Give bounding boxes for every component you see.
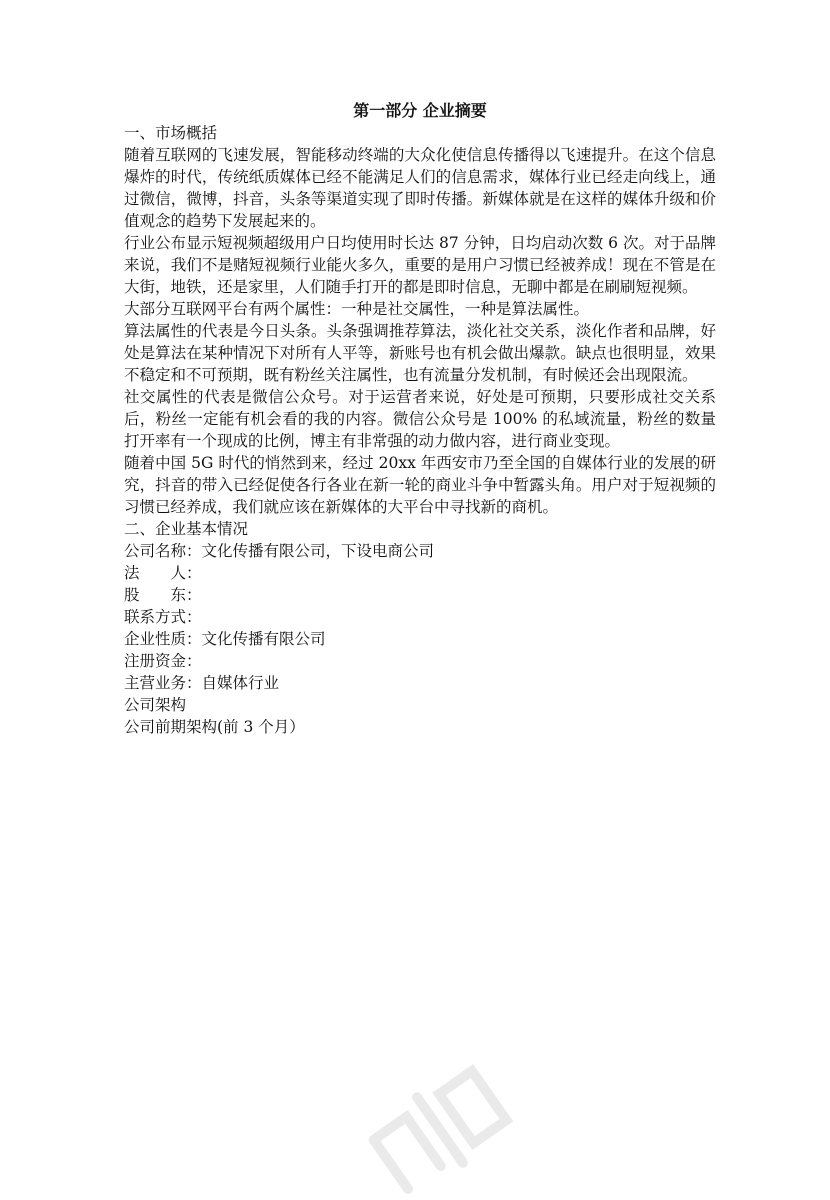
paragraph: 随着中国 5G 时代的悄然到来，经过 20xx 年西安市乃至全国的自媒体行业的发展的研究，抖音的带入已经促使各行各业在新一轮的商业斗争中暂露头角。用户对于短视频的习惯已经养成，我们就应该在新媒体的大平台中寻找新的商机。 xyxy=(124,454,716,516)
section-heading-company: 二、企业基本情况 xyxy=(124,520,249,538)
contact-line: 联系方式： xyxy=(124,608,202,626)
paragraph: 行业公布显示短视频超级用户日均使用时长达 87 分钟，日均启动次数 6 次。对于品牌来说，我们不是赌短视频行业能火多久，重要的是用户习惯已经被养成！现在不管是在大街，地铁，还是家里，人们随手打开的都是即时信息，无聊中都是在刷刷短视频。 xyxy=(124,234,716,296)
paragraph: 算法属性的代表是今日头条。头条强调推荐算法，淡化社交关系，淡化作者和品牌，好处是算法在某种情况下对所有人平等，新账号也有机会做出爆款。缺点也很明显，效果不稳定和不可预期，既有粉丝关注属性，也有流量分发机制，有时候还会出现限流。 xyxy=(124,322,716,384)
paragraph: 大部分互联网平台有两个属性：一种是社交属性，一种是算法属性。 xyxy=(124,300,590,318)
main-business-line: 主营业务：自媒体行业 xyxy=(124,674,280,692)
company-name-line: 公司名称：文化传播有限公司，下设电商公司 xyxy=(124,542,435,560)
company-structure-line: 公司架构 xyxy=(124,696,187,714)
watermark-icon xyxy=(340,1060,540,1200)
document-title: 第一部分 企业摘要 xyxy=(353,101,487,120)
paragraph: 社交属性的代表是微信公众号。对于运营者来说，好处是可预期，只要形成社交关系后，粉丝一定能有机会看的我的内容。微信公众号是 100% 的私域流量，粉丝的数量打开率有一个现成的比例，博主有非常强的动力做内容，进行商业变现。 xyxy=(124,388,716,450)
early-structure-line: 公司前期架构(前 3 个月） xyxy=(124,718,305,736)
document-body xyxy=(124,100,716,738)
registered-capital-line: 注册资金： xyxy=(124,652,202,670)
section-heading-market: 一、市场概括 xyxy=(124,124,218,142)
shareholder-line: 股 东： xyxy=(124,586,202,604)
legal-person-line: 法 人： xyxy=(124,564,202,582)
enterprise-type-line: 企业性质：文化传播有限公司 xyxy=(124,630,326,648)
paragraph: 随着互联网的飞速发展，智能移动终端的大众化使信息传播得以飞速提升。在这个信息爆炸的时代，传统纸质媒体已经不能满足人们的信息需求，媒体行业已经走向线上，通过微信，微博，抖音，头条等渠道实现了即时传播。新媒体就是在这样的媒体升级和价值观念的趋势下发展起来的。 xyxy=(124,146,716,230)
